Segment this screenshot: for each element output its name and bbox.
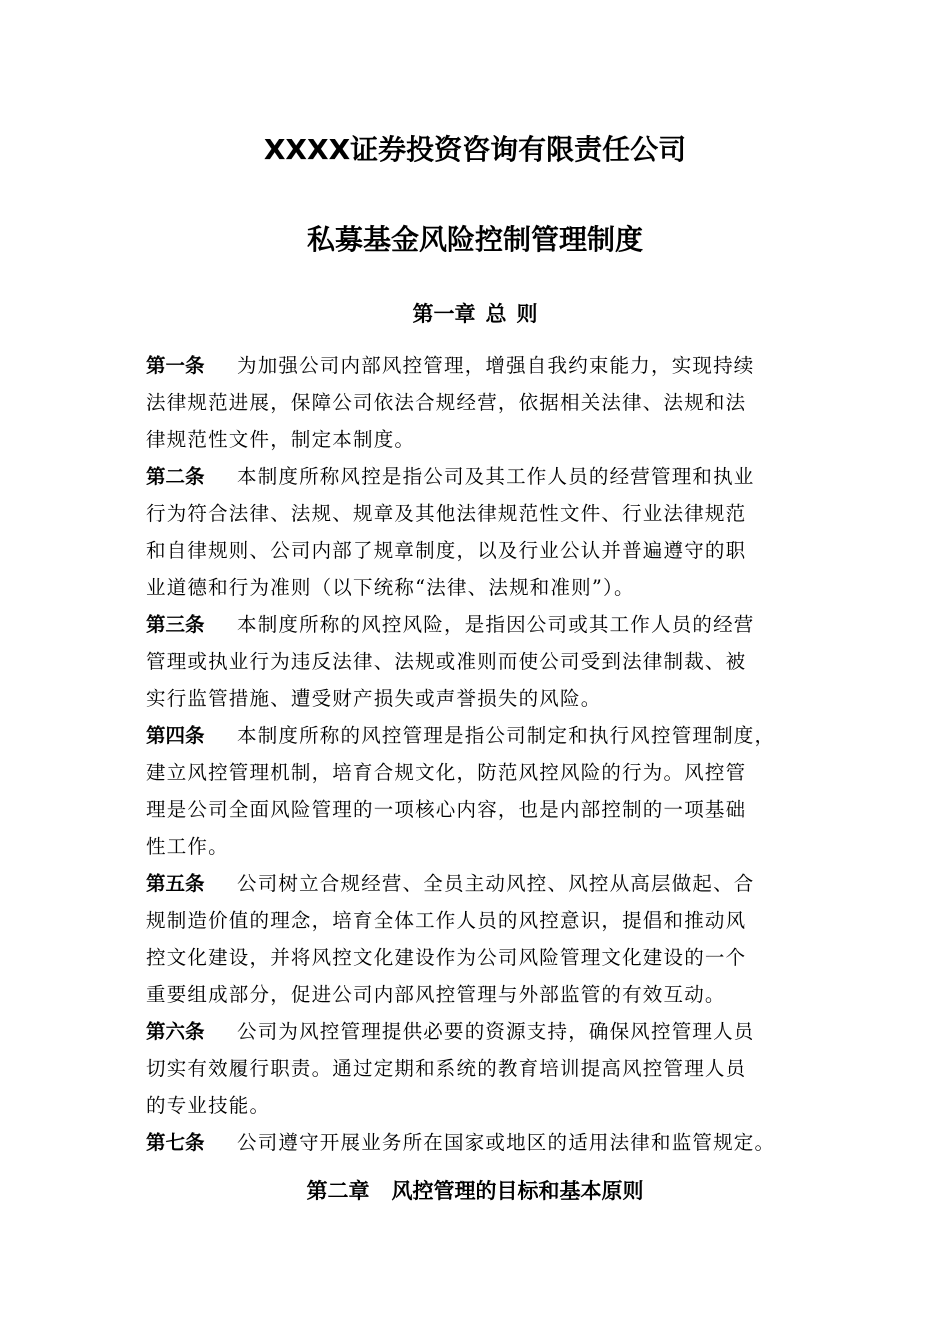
article-1 (146, 347, 826, 458)
article-label: 第三条 (146, 613, 205, 636)
article-label: 第二条 (146, 465, 205, 488)
article-label: 第四条 (146, 724, 205, 747)
chapter-2-heading (0, 1181, 950, 1202)
company-title: XXXX证券投资咨询有限责任公司 (263, 133, 687, 166)
article-text-line: 建立风控管理机制，培育合规文化，防范风控风险的行为。风控管 (146, 761, 747, 784)
article-text-line: 本制度所称风控是指公司及其工作人员的经营管理和执业 (237, 465, 755, 488)
chapter-1-heading (0, 304, 950, 325)
article-text-line: 管理或执业行为违反法律、法规或准则而使公司受到法律制裁、被 (146, 650, 747, 673)
article-text-line: 规制造价值的理念，培育全体工作人员的风控意识，提倡和推动风 (146, 909, 747, 932)
article-text-line: 业道德和行为准则（以下统称“法律、法规和准则”）。 (146, 576, 635, 599)
article-5 (146, 865, 826, 1013)
article-list (146, 347, 826, 1161)
chapter-1-name-part1: 总 (485, 302, 507, 326)
article-label: 第五条 (146, 872, 205, 895)
article-text-line: 的专业技能。 (146, 1094, 271, 1117)
article-text-line: 法律规范进展，保障公司依法合规经营，依据相关法律、法规和法 (146, 391, 747, 414)
article-text-line: 为加强公司内部风控管理，增强自我约束能力，实现持续 (237, 354, 755, 377)
article-text-line: 公司为风控管理提供必要的资源支持，确保风控管理人员 (237, 1020, 755, 1043)
policy-title: 私募基金风险控制管理制度 (306, 223, 643, 256)
article-text-line: 控文化建设，并将风控文化建设作为公司风险管理文化建设的一个 (146, 946, 747, 969)
article-3 (146, 606, 826, 717)
article-text-line: 实行监管措施、遭受财产损失或声誉损失的风险。 (146, 687, 602, 710)
article-text-line: 公司树立合规经营、全员主动风控、风控从高层做起、合 (237, 872, 755, 895)
article-text-line: 性工作。 (146, 835, 229, 858)
article-2 (146, 458, 826, 606)
chapter-1-number: 第一章 (412, 302, 476, 326)
article-4 (146, 717, 826, 865)
article-text-line: 理是公司全面风险管理的一项核心内容，也是内部控制的一项基础 (146, 798, 747, 821)
article-text-line: 律规范性文件，制定本制度。 (146, 428, 416, 451)
article-label: 第一条 (146, 354, 205, 377)
article-text-line: 行为符合法律、法规、规章及其他法律规范性文件、行业法律规范 (146, 502, 747, 525)
chapter-2-name: 风控管理的目标和基本原则 (391, 1179, 644, 1203)
article-text-line: 切实有效履行职责。通过定期和系统的教育培训提高风控管理人员 (146, 1057, 747, 1080)
article-6 (146, 1013, 826, 1124)
article-text-line: 和自律规则、公司内部了规章制度，以及行业公认并普遍遵守的职 (146, 539, 747, 562)
article-text-line: 重要组成部分，促进公司内部风控管理与外部监管的有效互动。 (146, 983, 726, 1006)
article-label: 第七条 (146, 1131, 205, 1154)
article-text-line: 公司遵守开展业务所在国家或地区的适用法律和监管规定。 (237, 1131, 776, 1154)
article-7 (146, 1124, 826, 1161)
article-label: 第六条 (146, 1020, 205, 1043)
chapter-1-name-part2: 则 (516, 302, 538, 326)
article-text-line: 本制度所称的风控风险，是指因公司或其工作人员的经营 (237, 613, 755, 636)
chapter-2-number: 第二章 (306, 1179, 370, 1203)
article-text-line: 本制度所称的风控管理是指公司制定和执行风控管理制度， (237, 724, 776, 747)
